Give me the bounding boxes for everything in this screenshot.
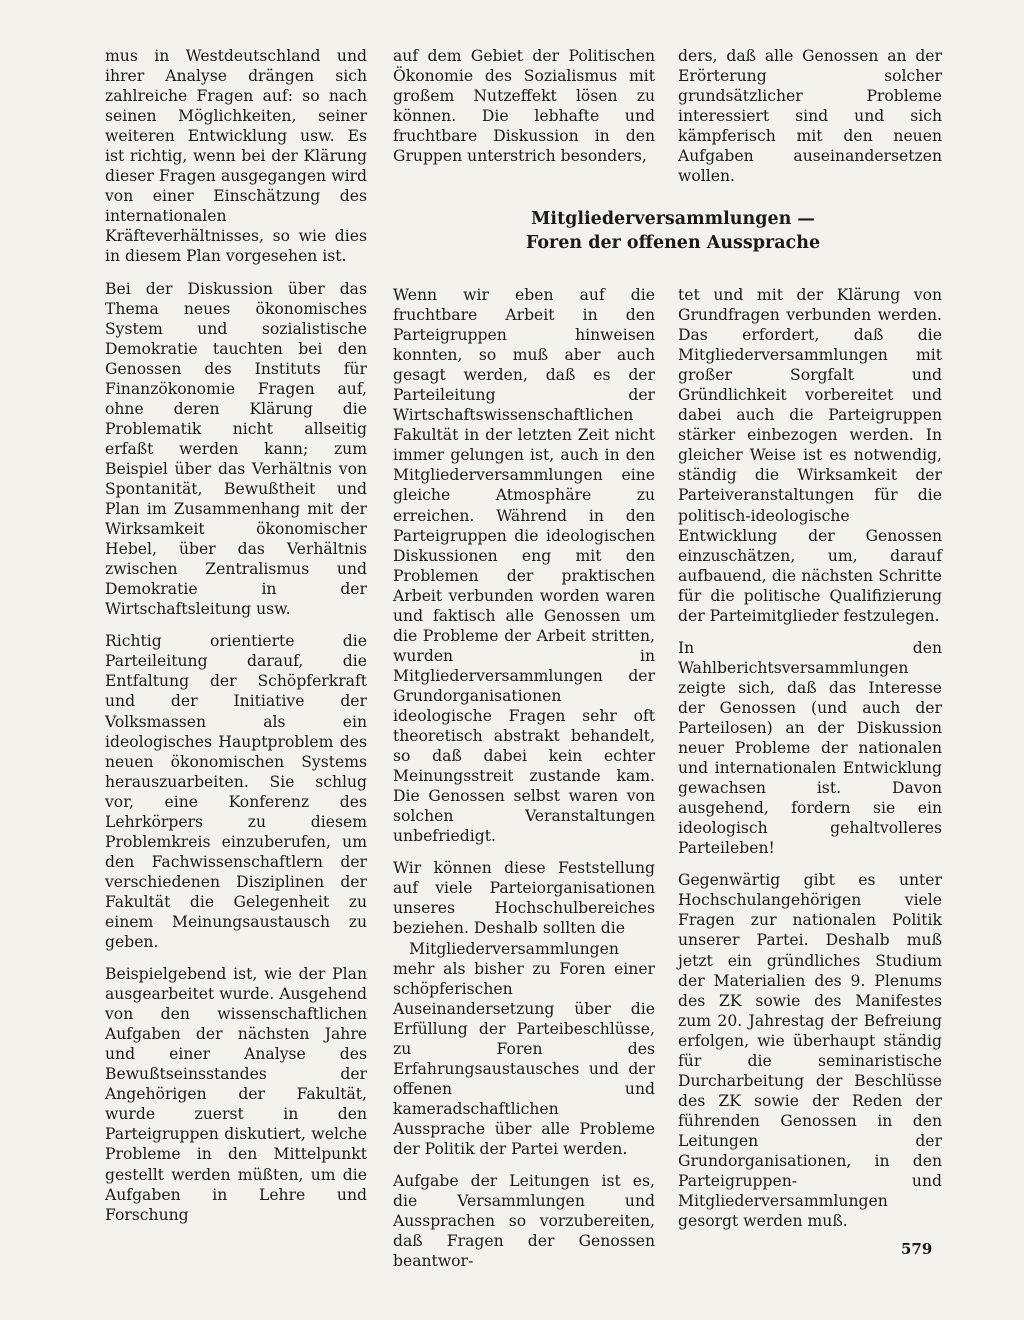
paragraph: mehr als bisher zu Foren einer schöpferischen Auseinandersetzung über die Erfüllung der Parteibeschlüsse, zu Foren des Erfahrungsaustausches und der offenen und kameradschaftlichen Aussprache über alle Probleme der Politik der Partei werden.	[393, 959, 655, 1158]
paragraph: ders, daß alle Genossen an der Erörterung solcher grundsätzlicher Probleme interessiert sind und sich kämpferisch mit den neuen Aufgaben auseinandersetzen wollen.	[678, 47, 942, 186]
paragraph: Richtig orientierte die Parteileitung darauf, die Entfaltung der Schöpferkraft und der Initiative der Volksmassen als ein ideologisches Hauptproblem des neuen ökonomischen Systems herauszuarbeiten. Sie schlug vor, eine Konferenz des Lehrkörpers zu diesem Problemkreis einzuberufen, um den Fachwissenschaftlern der verschiedenen Disziplinen der Fakultät die Gelegenheit zu einem Meinungsaustausch zu geben.	[105, 632, 367, 952]
section-heading	[440, 207, 906, 255]
paragraph	[393, 858, 655, 938]
heading-line-2: Foren der offenen Aussprache	[525, 233, 821, 253]
paragraph-part: Wir können diese Feststellung auf viele Parteiorganisationen unseres Hochschulbereiches beziehen. Deshalb sollten die	[393, 859, 655, 938]
paragraph: tet und mit der Klärung von Grundfragen verbunden werden. Das erfordert, daß die Mitgliederversammlungen mit großer Sorgfalt und Gründlichkeit vorbereitet und dabei auch die Parteigruppen stärker einbezogen werden. In gleicher Weise ist es notwendig, ständig die Wirksamkeit der Parteiveranstaltungen für die politisch-ideologische Entwicklung der Genossen einzuschätzen, um, darauf aufbauend, die nächsten Schritte für die politische Qualifizierung der Parteimitglieder festzulegen.	[678, 286, 942, 625]
paragraph: mus in Westdeutschland und ihrer Analyse drängen sich zahlreiche Fragen auf: so nach seinen Möglichkeiten, seiner weiteren Entwicklung usw. Es ist richtig, wenn bei der Klärung dieser Fragen ausgegangen wird von einer Einschätzung des internationalen Kräfteverhältnisses, so wie dies in diesem Plan vorgesehen ist.	[105, 47, 367, 266]
column-3-top	[678, 46, 942, 198]
paragraph: Gegenwärtig gibt es unter Hochschulangehörigen viele Fragen zur nationalen Politik unserer Partei. Deshalb muß jetzt ein gründliches Studium der Materialien des 9. Plenums des ZK sowie des Manifestes zum 20. Jahrestag der Befreiung erfolgen, wie überhaupt ständig für die seminaristische Durcharbeitung der Beschlüsse des ZK sowie der Reden der führenden Genossen in den Leitungen der Grundorganisationen, in den Parteigruppen- und Mitgliederversammlungen gesorgt werden muß.	[678, 871, 942, 1231]
column-3	[678, 285, 942, 1243]
paragraph: auf dem Gebiet der Politischen Ökonomie des Sozialismus mit großem Nutzeffekt lösen zu können. Die lebhafte und fruchtbare Diskussion in den Gruppen unterstrich besonders,	[393, 47, 655, 166]
column-1	[105, 46, 367, 1237]
paragraph: In den Wahlberichtsversammlungen zeigte sich, daß das Interesse der Genossen (und auch der Parteilosen) an der Diskussion neuer Probleme der nationalen und internationalen Entwicklung gewachsen ist. Davon ausgehend, fordern sie ein ideologisch gehaltvolleres Parteileben!	[678, 638, 942, 858]
page-number: 579	[901, 1240, 933, 1258]
paragraph: Wenn wir eben auf die fruchtbare Arbeit in den Parteigruppen hinweisen konnten, so muß aber auch gesagt werden, daß es der Parteileitung der Wirtschaftswissenschaftlichen Fakultät in der letzten Zeit nicht immer gelungen ist, auch in den Mitgliederversammlungen eine gleiche Atmosphäre zu erreichen. Während in den Parteigruppen die ideologischen Diskussionen eng mit den Problemen der praktischen Arbeit verbunden worden waren und faktisch alle Genossen um die Probleme der Arbeit stritten, wurden in Mitgliederversammlungen der Grundorganisationen ideologische Fragen sehr oft theoretisch abstrakt behandelt, so daß dabei kein echter Meinungsstreit zustande kam. Die Genossen selbst waren von solchen Veranstaltungen unbefriedigt.	[393, 286, 655, 846]
paragraph-centered-line: Mitgliederversammlungen	[409, 939, 619, 958]
paragraph: Beispielgebend ist, wie der Plan ausgearbeitet wurde. Ausgehend von den wissenschaftlichen Aufgaben der nächsten Jahre und einer Analyse des Bewußtseinsstandes der Angehörigen der Fakultät, wurde zuerst in den Parteigruppen diskutiert, welche Probleme in den Mittelpunkt gestellt werden müßten, um die Aufgaben in Lehre und Forschung	[105, 965, 368, 1224]
paragraph: Bei der Diskussion über das Thema neues ökonomisches System und sozialistische Demokratie tauchten bei den Genossen des Instituts für Finanzökonomie Fragen auf, ohne deren Klärung die Problematik nicht allseitig erfaßt werden kann; zum Beispiel über das Verhältnis von Spontanität, Bewußtheit und Plan im Zusammenhang mit der Wirksamkeit ökonomischer Hebel, über das Verhältnis zwischen Zentralismus und Demokratie in der Wirtschaftsleitung usw.	[105, 279, 367, 619]
column-2-top	[393, 46, 655, 178]
heading-line-1: Mitgliederversammlungen —	[531, 209, 815, 229]
column-2	[393, 285, 655, 1283]
paragraph: Aufgabe der Leitungen ist es, die Versammlungen und Aussprachen so vorzubereiten, daß Fragen der Genossen beantwor-	[393, 1172, 655, 1271]
